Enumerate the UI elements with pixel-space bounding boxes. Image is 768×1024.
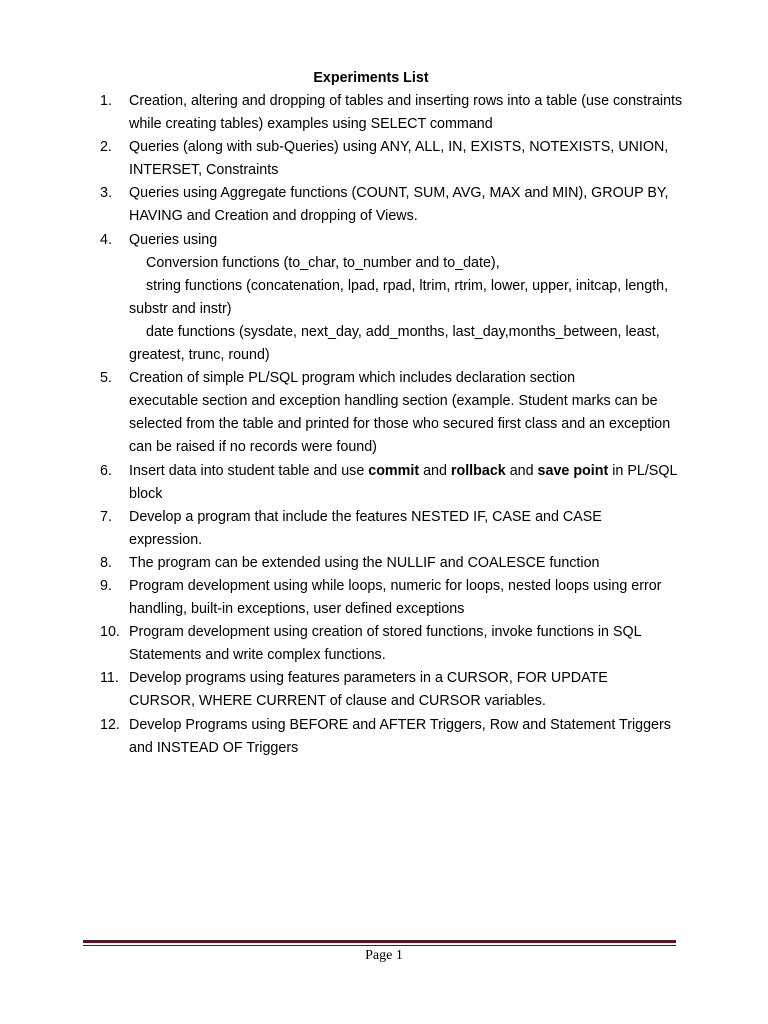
list-item-text: greatest, trunc, round) — [129, 347, 270, 364]
list-item-text: executable section and exception handling section (example. Student marks can be — [129, 393, 658, 410]
list-item-subtext: Conversion functions (to_char, to_number and to_date), — [146, 254, 500, 271]
list-number: 5. — [100, 370, 112, 387]
experiments-list — [100, 90, 685, 760]
list-number: 12. — [100, 716, 120, 733]
list-number: 1. — [100, 93, 112, 109]
page-title: Experiments List — [313, 70, 429, 86]
list-item-text: Program development using creation of stored functions, invoke functions in SQL — [129, 624, 642, 641]
list-item-text: HAVING and Creation and dropping of Views. — [129, 208, 418, 225]
list-item-text: Creation of simple PL/SQL program which includes declaration section — [129, 370, 576, 387]
list-number: 2. — [100, 139, 112, 156]
list-item-text: INTERSET, Constraints — [129, 162, 279, 179]
list-number: 7. — [100, 508, 112, 525]
bold-keyword-commit: commit — [368, 462, 420, 479]
list-item-5 — [100, 367, 685, 459]
list-item-text: while creating tables) examples using SELECT command — [129, 116, 493, 133]
page-number: Page 1 — [365, 948, 403, 963]
list-number: 9. — [100, 577, 112, 594]
list-item-8 — [100, 552, 685, 575]
list-item-text: Queries using Aggregate functions (COUNT, SUM, AVG, MAX and MIN), GROUP BY, — [129, 185, 669, 202]
list-item-text: block — [129, 485, 163, 502]
list-item-11 — [100, 667, 685, 713]
list-number: 11. — [100, 670, 119, 687]
list-item-text: Queries (along with sub-Queries) using ANY, ALL, IN, EXISTS, NOTEXISTS, UNION, — [129, 139, 669, 156]
bold-keyword-save-point: save point — [537, 462, 609, 479]
list-item-text: Develop programs using features parameters in a CURSOR, FOR UPDATE — [129, 670, 608, 687]
list-item-text — [129, 460, 685, 483]
list-item-1 — [100, 90, 685, 136]
list-item-2 — [100, 136, 685, 182]
list-item-subtext: string functions (concatenation, lpad, rpad, ltrim, rtrim, lower, upper, initcap, length, — [146, 277, 669, 294]
list-item-7 — [100, 506, 685, 552]
list-item-text: CURSOR, WHERE CURRENT of clause and CURSOR variables. — [129, 693, 546, 710]
list-item-text: Creation, altering and dropping of tables and inserting rows into a table (use constraints — [129, 93, 683, 109]
list-item-text: substr and instr) — [129, 300, 232, 317]
list-item-text: and INSTEAD OF Triggers — [129, 739, 299, 756]
list-item-text: Statements and write complex functions. — [129, 647, 386, 664]
text-run: in PL/SQL — [608, 462, 678, 479]
list-item-10 — [100, 621, 685, 667]
list-item-text: can be raised if no records were found) — [129, 439, 377, 456]
list-item-subtext: date functions (sysdate, next_day, add_months, last_day,months_between, least, — [146, 323, 660, 340]
list-item-text: Queries using — [129, 231, 218, 248]
list-number: 10. — [100, 624, 120, 641]
list-item-text: handling, built-in exceptions, user defined exceptions — [129, 601, 465, 618]
list-item-text: selected from the table and printed for those who secured first class and an exception — [129, 416, 671, 433]
list-number: 6. — [100, 462, 112, 479]
list-item-text: Develop a program that include the features NESTED IF, CASE and CASE — [129, 508, 602, 525]
footer-divider-thick — [83, 940, 676, 943]
list-number: 8. — [100, 554, 112, 571]
bold-keyword-rollback: rollback — [450, 462, 506, 479]
list-number: 3. — [100, 185, 112, 202]
text-run: and — [419, 462, 451, 479]
text-run: Insert data into student table and use — [129, 462, 369, 479]
list-item-6 — [100, 460, 685, 506]
list-item-text: Develop Programs using BEFORE and AFTER Triggers, Row and Statement Triggers — [129, 716, 671, 733]
list-item-4 — [100, 229, 685, 368]
list-item-text: The program can be extended using the NULLIF and COALESCE function — [129, 554, 600, 571]
list-number: 4. — [100, 231, 112, 248]
list-item-text: expression. — [129, 531, 203, 548]
list-item-9 — [100, 575, 685, 621]
list-item-3 — [100, 182, 685, 228]
text-run: and — [505, 462, 538, 479]
list-item-12 — [100, 714, 685, 760]
list-item-text: Program development using while loops, numeric for loops, nested loops using error — [129, 577, 662, 594]
